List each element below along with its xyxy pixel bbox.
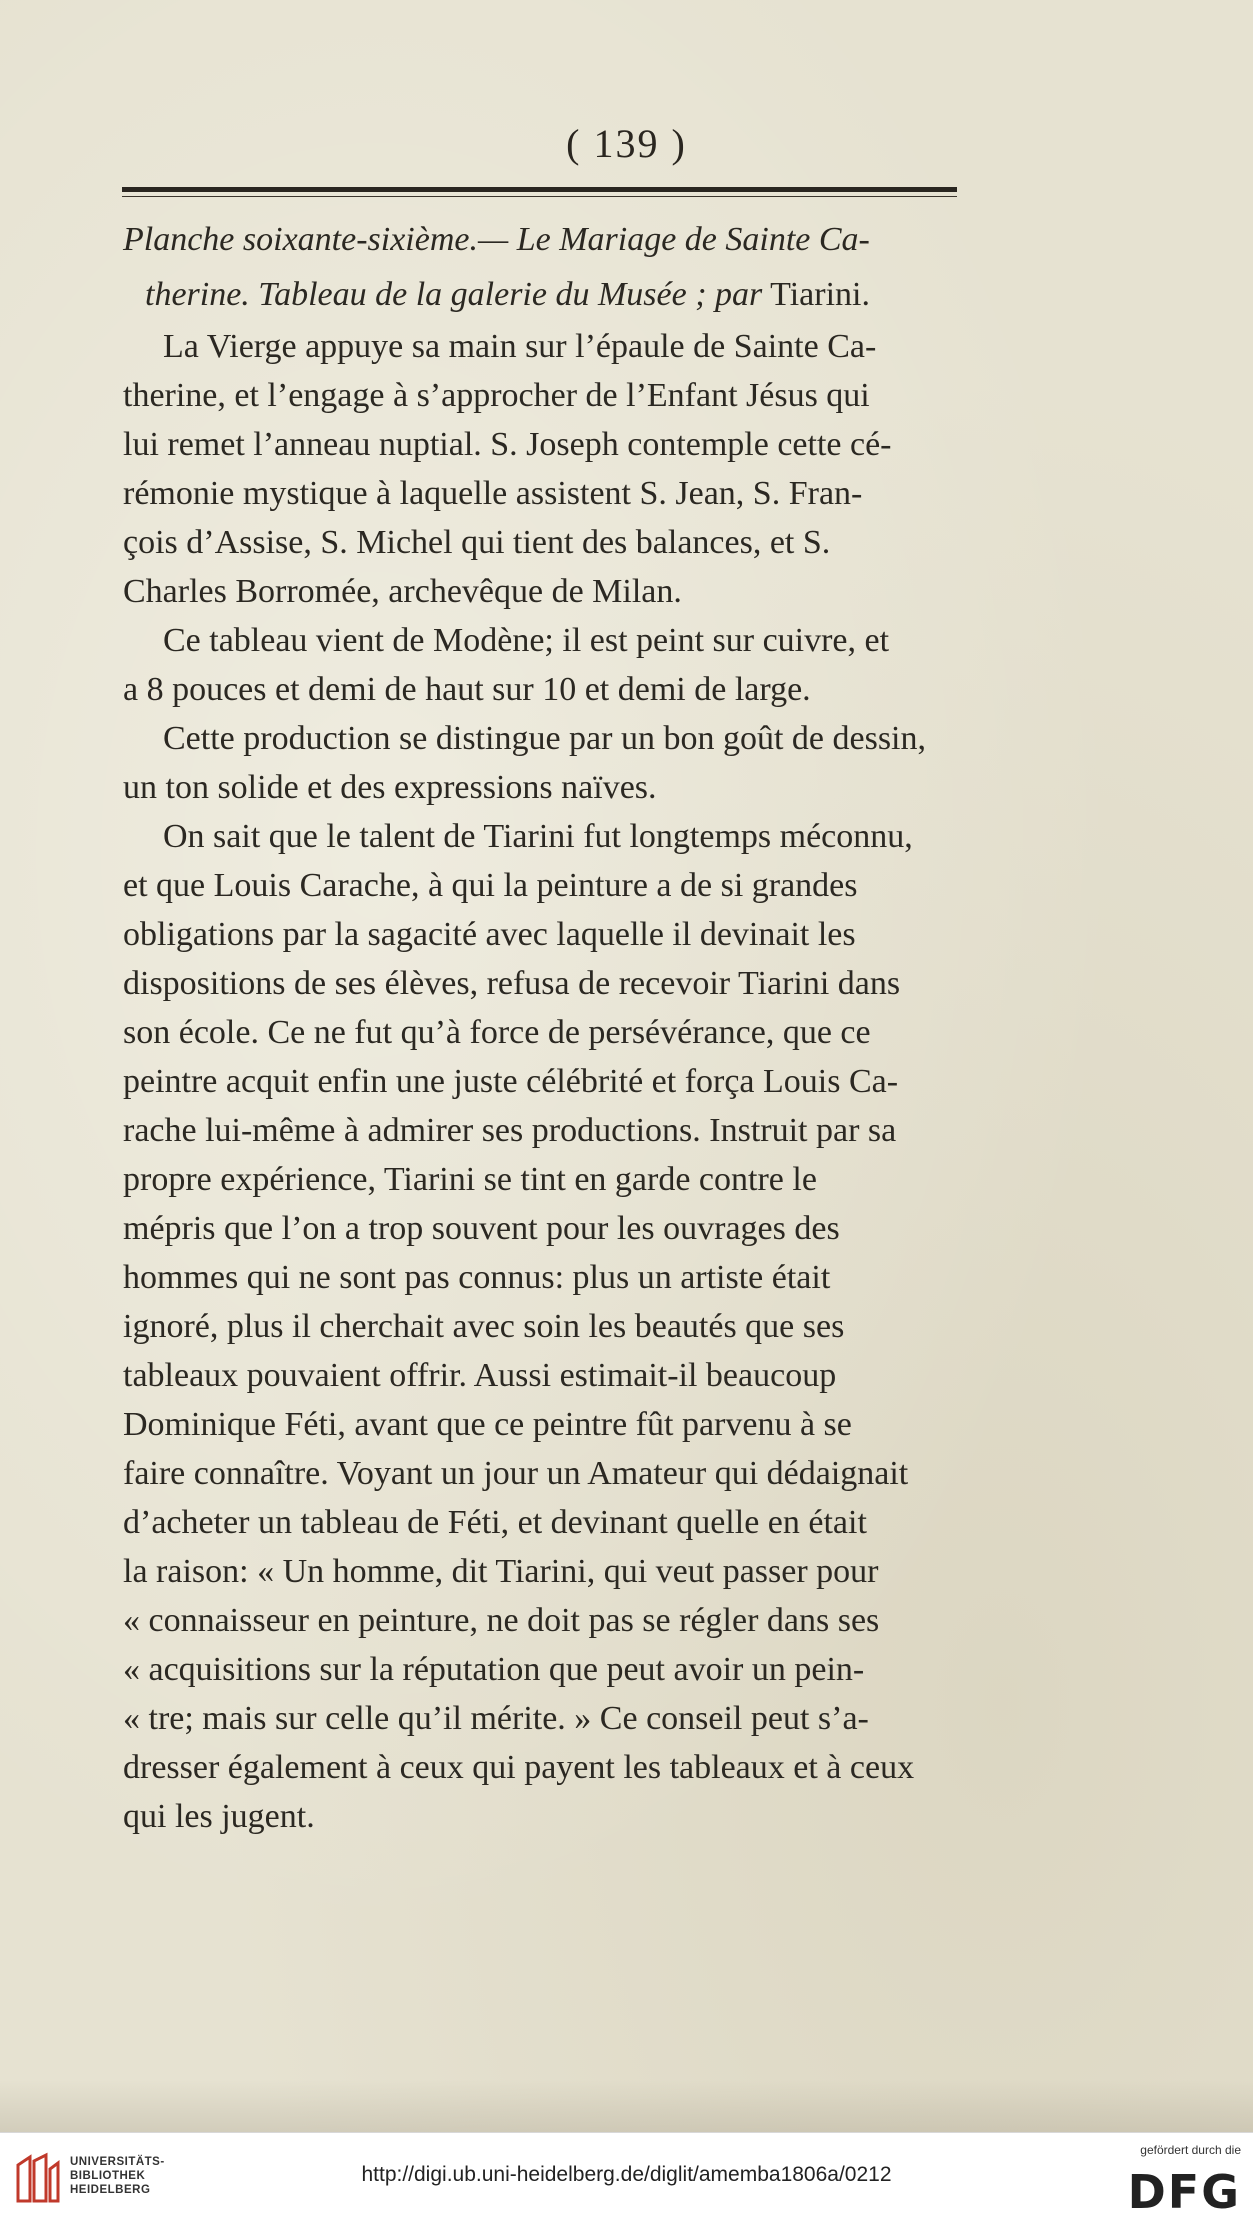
text-line: faire connaître. Voyant un jour un Amateur qui dédaignait — [123, 1455, 909, 1492]
paragraph — [123, 714, 1003, 812]
page-number: ( 139 ) — [566, 121, 687, 166]
text-line: Charles Borromée, archevêque de Milan. — [123, 573, 682, 610]
text-line: La Vierge appuye sa main sur l’épaule de Sainte Ca- — [163, 328, 877, 365]
text-line: la raison: « Un homme, dit Tiarini, qui veut passer pour — [123, 1553, 879, 1590]
text-line: Dominique Féti, avant que ce peintre fût parvenu à se — [123, 1406, 852, 1443]
text-line: obligations par la sagacité avec laquelle il devinait les — [123, 916, 856, 953]
sponsor-label: gefördert durch die — [1140, 2143, 1241, 2157]
body-paragraphs — [123, 322, 1003, 1841]
text-line: et que Louis Carache, à qui la peinture a de si grandes — [123, 867, 858, 904]
text-line: un ton solide et des expressions naïves. — [123, 769, 657, 806]
page-bottom-edge — [0, 2080, 1253, 2132]
dfg-logo: DFG — [1127, 2165, 1241, 2219]
paragraph — [123, 812, 1003, 1841]
text-line: propre expérience, Tiarini se tint en garde contre le — [123, 1161, 817, 1198]
text-line: « acquisitions sur la réputation que peut avoir un pein- — [123, 1651, 865, 1688]
text-line: mépris que l’on a trop souvent pour les ouvrages des — [123, 1210, 840, 1247]
text-line: peintre acquit enfin une juste célébrité et força Louis Ca- — [123, 1063, 899, 1100]
text-line: qui les jugent. — [123, 1798, 315, 1835]
text-line: hommes qui ne sont pas connus: plus un artiste était — [123, 1259, 831, 1296]
text-line: d’acheter un tableau de Féti, et devinant quelle en était — [123, 1504, 867, 1541]
text-line: dresser également à ceux qui payent les tableaux et à ceux — [123, 1749, 915, 1786]
text-line: « tre; mais sur celle qu’il mérite. » Ce conseil peut s’a- — [123, 1700, 869, 1737]
text-line: Ce tableau vient de Modène; il est peint sur cuivre, et — [163, 622, 890, 659]
text-line: rache lui-même à admirer ses productions. Instruit par sa — [123, 1112, 897, 1149]
heading-line-2-italic: therine. Tableau de la galerie du Musée ; par — [145, 276, 763, 313]
text-line: son école. Ce ne fut qu’à force de persévérance, que ce — [123, 1014, 871, 1051]
text-line: çois d’Assise, S. Michel qui tient des balances, et S. — [123, 524, 831, 561]
text-line: ignoré, plus il cherchait avec soin les beautés que ses — [123, 1308, 845, 1345]
library-name-line: UNIVERSITÄTS- — [70, 2156, 165, 2168]
text-line: Cette production se distingue par un bon goût de dessin, — [163, 720, 926, 757]
library-name-line: BIBLIOTHEK — [70, 2170, 146, 2182]
library-name-line: HEIDELBERG — [70, 2184, 151, 2196]
digitization-footer — [0, 2132, 1253, 2224]
header-rule-thin — [122, 196, 957, 197]
text-line: a 8 pouces et demi de haut sur 10 et demi de large. — [123, 671, 811, 708]
text-block — [123, 212, 1003, 1841]
text-line: therine, et l’engage à s’approcher de l’Enfant Jésus qui — [123, 377, 870, 414]
heading-line-2 — [123, 267, 1003, 322]
permalink-url[interactable]: http://digi.ub.uni-heidelberg.de/diglit/amemba1806a/0212 — [361, 2163, 892, 2186]
text-line: lui remet l’anneau nuptial. S. Joseph contemple cette cé- — [123, 426, 892, 463]
heading-line-2-artist: Tiarini. — [762, 276, 870, 313]
text-line: rémonie mystique à laquelle assistent S. Jean, S. Fran- — [123, 475, 863, 512]
plate-heading — [123, 212, 1003, 322]
text-line: « connaisseur en peinture, ne doit pas se régler dans ses — [123, 1602, 880, 1639]
text-line: tableaux pouvaient offrir. Aussi estimait-il beaucoup — [123, 1357, 837, 1394]
text-line: dispositions de ses élèves, refusa de recevoir Tiarini dans — [123, 965, 901, 1002]
header-rule-thick — [122, 187, 957, 192]
heading-line-1: Planche soixante-sixième.— Le Mariage de Sainte Ca- — [123, 221, 870, 258]
paragraph — [123, 322, 1003, 616]
text-line: On sait que le talent de Tiarini fut longtemps méconnu, — [163, 818, 913, 855]
paragraph — [123, 616, 1003, 714]
